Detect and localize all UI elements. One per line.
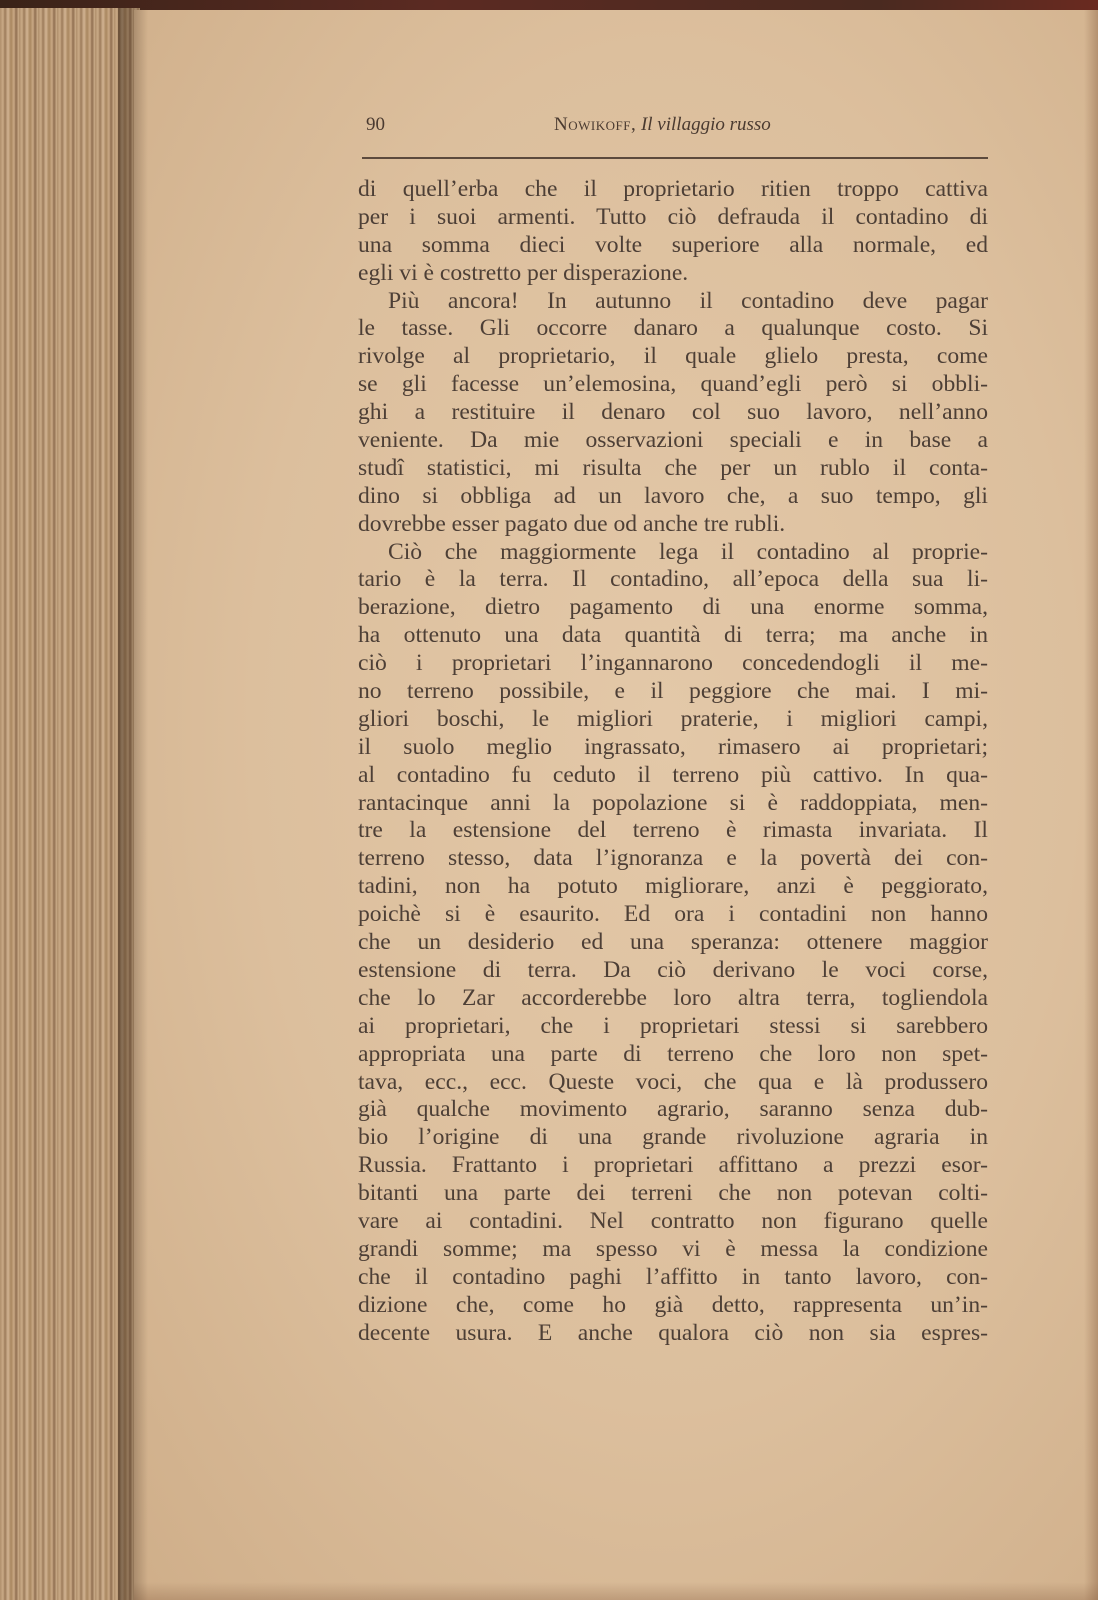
- text-line: poichè si è esaurito. Ed ora i contadini non hanno: [358, 901, 988, 928]
- text-line: una somma dieci volte superiore alla normale, ed: [358, 231, 988, 258]
- text-line: egli vi è costretto per disperazione.: [358, 259, 689, 286]
- text-line: decente usura. E anche qualora ciò non sia espres-: [358, 1319, 988, 1346]
- text-line: veniente. Da mie osservazioni speciali e in base a: [358, 427, 988, 454]
- text-line: per i suoi armenti. Tutto ciò defrauda il contadino di: [358, 203, 988, 230]
- text-line: che un desiderio ed una speranza: ottenere maggior: [358, 929, 988, 956]
- header-rule: [362, 157, 988, 159]
- text-line: gliori boschi, le migliori praterie, i migliori campi,: [358, 705, 988, 732]
- text-line: rivolge al proprietario, il quale glielo presta, come: [358, 343, 988, 370]
- text-line: Più ancora! In autunno il contadino deve pagar: [388, 287, 988, 314]
- running-book-title: Il villaggio russo: [640, 114, 771, 135]
- page-edge-shadow: [1084, 10, 1098, 1600]
- text-line: ai proprietari, che i proprietari stessi si sarebbero: [358, 1012, 988, 1039]
- text-line: già qualche movimento agrario, saranno senza dub-: [358, 1096, 988, 1123]
- text-line: berazione, dietro pagamento di una enorme somma,: [358, 594, 988, 621]
- text-line: ciò i proprietari l’ingannarono concedendogli il me-: [358, 650, 988, 677]
- text-line: studî statistici, mi risulta che per un rublo il conta-: [358, 454, 988, 481]
- text-line: terreno stesso, data l’ignoranza e la povertà dei con-: [358, 845, 988, 872]
- text-line: le tasse. Gli occorre danaro a qualunque costo. Si: [358, 315, 988, 342]
- text-line: di quell’erba che il proprietario ritien troppo cattiva: [358, 176, 988, 202]
- text-line: bio l’origine di una grande rivoluzione agraria in: [358, 1124, 988, 1151]
- text-line: dizione che, come ho già detto, rappresenta un’in-: [358, 1291, 988, 1318]
- running-author: Nowikoff,: [554, 114, 637, 135]
- text-line: dino si obbliga ad un lavoro che, a suo tempo, gli: [358, 482, 988, 509]
- text-line: estensione di terra. Da ciò derivano le voci corse,: [358, 956, 988, 983]
- running-title: [554, 114, 771, 136]
- text-line: rantacinque anni la popolazione si è raddoppiata, men-: [358, 789, 988, 816]
- running-header: [366, 114, 988, 144]
- text-line: che lo Zar accorderebbe loro altra terra, togliendola: [358, 984, 988, 1011]
- text-line: bitanti una parte dei terreni che non potevan colti-: [358, 1180, 988, 1207]
- text-line: che il contadino paghi l’affitto in tanto lavoro, con-: [358, 1263, 988, 1290]
- gutter-shadow: [118, 8, 148, 1600]
- text-line: tre la estensione del terreno è rimasta invariata. Il: [358, 817, 988, 844]
- text-line: Russia. Frattanto i proprietari affittano a prezzi esor-: [358, 1152, 988, 1179]
- text-line: ha ottenuto una data quantità di terra; ma anche in: [358, 622, 988, 649]
- text-line: grandi somme; ma spesso vi è messa la condizione: [358, 1235, 988, 1262]
- page-number: 90: [366, 114, 385, 135]
- body-text: [358, 176, 988, 1347]
- text-line: al contadino fu ceduto il terreno più cattivo. In qua-: [358, 761, 988, 788]
- text-line: Ciò che maggiormente lega il contadino al proprie-: [388, 538, 988, 565]
- text-line: vare ai contadini. Nel contratto non figurano quelle: [358, 1207, 988, 1234]
- text-line: tadini, non ha potuto migliorare, anzi è peggiorato,: [358, 873, 988, 900]
- text-line: ghi a restituire il denaro col suo lavoro, nell’anno: [358, 399, 988, 426]
- text-line: tario è la terra. Il contadino, all’epoca della sua li-: [358, 566, 988, 593]
- text-line: dovrebbe esser pagato due od anche tre rubli.: [358, 510, 786, 537]
- text-line: se gli facesse un’elemosina, quand’egli però si obbli-: [358, 371, 988, 398]
- text-line: appropriata una parte di terreno che loro non spet-: [358, 1040, 988, 1067]
- text-line: tava, ecc., ecc. Queste voci, che qua e là produssero: [358, 1068, 988, 1095]
- page-bottom-shadow: [134, 1582, 1098, 1600]
- text-line: il suolo meglio ingrassato, rimasero ai proprietari;: [358, 733, 988, 760]
- text-line: no terreno possibile, e il peggiore che mai. I mi-: [358, 678, 988, 705]
